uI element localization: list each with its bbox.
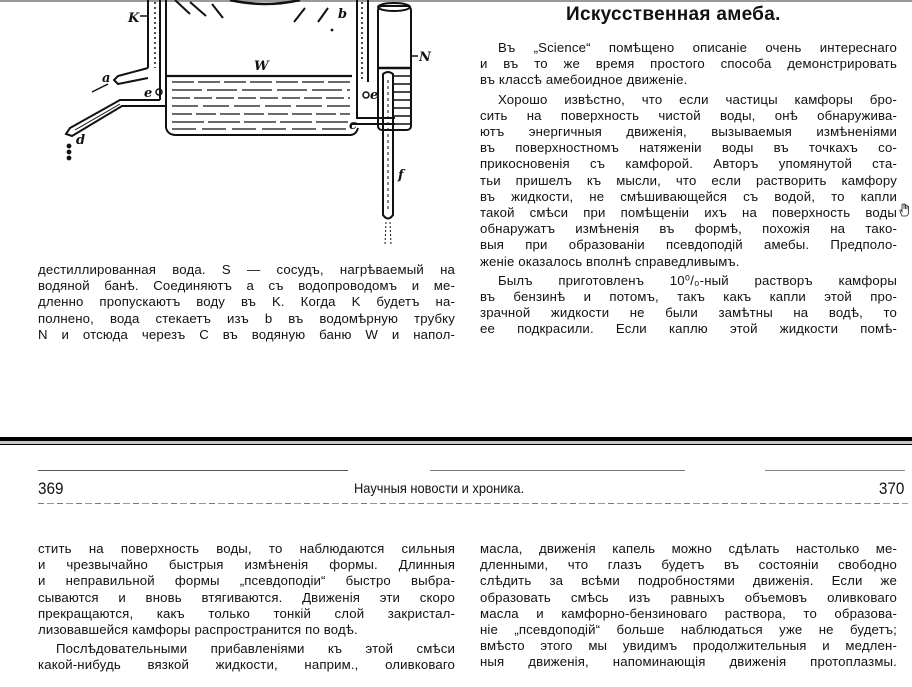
running-head bbox=[0, 468, 912, 508]
page-separator bbox=[0, 437, 912, 445]
text-line: выя при образованіи псевдоподій амебы. Предполо- bbox=[480, 237, 897, 253]
header-rule bbox=[765, 470, 905, 471]
text-line: ее подкрасили. Если каплю этой жидкости помѣ- bbox=[480, 321, 897, 337]
upper-left-column bbox=[38, 262, 455, 343]
text-line: прикосновенія съ камфорой. Авторъ упомянутой ста- bbox=[480, 156, 897, 172]
text-line: въ поверхностномъ натяженіи воды въ точкахъ со- bbox=[480, 140, 897, 156]
page-number-right: 370 bbox=[878, 479, 904, 498]
text-line: тьи пришелъ къ мысли, что если растворить камфору bbox=[480, 172, 897, 188]
figure-label-c: c bbox=[349, 118, 357, 133]
page-number-left: 369 bbox=[38, 479, 64, 498]
header-rule bbox=[38, 503, 908, 504]
apparatus-figure bbox=[0, 0, 470, 255]
figure-label-e-right: e bbox=[370, 88, 379, 103]
text-line: прекращаются, какъ только тонкій слой закристал- bbox=[38, 605, 455, 621]
figure-label-a: a bbox=[102, 71, 111, 86]
text-line: ніе „псевдоподій“ больше наблюдаться уже не будетъ; bbox=[480, 622, 897, 638]
text-line: въ жидкости, не смѣшивающейся съ водой, то капли bbox=[480, 188, 897, 204]
distillation-apparatus-drawing bbox=[0, 0, 470, 255]
text-line: ютъ энергичныя движенія, вызываемыя измѣненіями bbox=[480, 124, 897, 140]
text-line: Хорошо извѣстно, что если частицы камфоры бро- bbox=[498, 91, 897, 107]
text-line: слѣдить за всѣми подробностями движенія. Если же bbox=[480, 573, 897, 589]
text-line: женіе оказалось вполнѣ справедливымъ. bbox=[480, 253, 740, 269]
text-line: водяной банѣ. Соединяютъ a съ водопроводомъ и ме- bbox=[38, 278, 455, 294]
figure-label-f: f bbox=[398, 168, 404, 183]
text-line: полнено, вода стекаетъ изъ b въ водомѣрную трубку bbox=[38, 310, 455, 326]
header-rule bbox=[430, 470, 685, 471]
text-line: и неправильной формы „псевдоподіи“ быстро выбра- bbox=[38, 573, 455, 589]
text-line: лизовавшейся камфоры распространится по водѣ. bbox=[38, 622, 358, 638]
figure-label-n: N bbox=[419, 50, 431, 65]
text-line: ныя движенія, напоминающія движенія протоплазмы. bbox=[480, 654, 897, 670]
text-line: обнаружатъ измѣненія въ формѣ, похожія на тако- bbox=[480, 221, 897, 237]
text-line: стить на поверхность воды, то наблюдаются сильныя bbox=[38, 541, 455, 556]
text-line: сываются и вновь втягиваются. Движенія эти скоро bbox=[38, 589, 455, 605]
text-line: такой смѣси при помѣщеніи ихъ на поверхность воды bbox=[480, 205, 897, 221]
text-line: и чрезвычайно быстрыя измѣненія формы. Длинныя bbox=[38, 557, 455, 573]
header-rule bbox=[38, 470, 348, 471]
upper-right-column bbox=[480, 40, 897, 338]
article-title: Искусственная амеба. bbox=[566, 4, 781, 25]
text-line: дленными, что глазъ будетъ въ состояніи свободно bbox=[480, 557, 897, 573]
text-line: Въ „Science“ помѣщено описаніе очень интереснаго bbox=[498, 40, 897, 55]
text-line: образовать смѣсь изъ равныхъ объемовъ оливковаго bbox=[480, 589, 897, 605]
text-line: Былъ приготовленъ 10⁰/₀-ный растворъ камфоры bbox=[498, 272, 897, 288]
lower-right-column bbox=[480, 541, 897, 671]
text-line: N и отсюда черезъ C въ водяную баню W и напол- bbox=[38, 326, 455, 342]
figure-label-e-left: e bbox=[144, 86, 153, 101]
figure-label-b: b bbox=[338, 7, 348, 22]
text-line: масла и камфорно-бензиноваго раствора, то образова- bbox=[480, 605, 897, 621]
figure-label-w: W bbox=[254, 59, 269, 74]
text-line: дестиллированная вода. S — сосудъ, нагрѣваемый на bbox=[38, 262, 455, 277]
lower-left-column bbox=[38, 541, 455, 674]
text-line: дленно пропускаютъ воду въ K. Когда K будетъ на- bbox=[38, 294, 455, 310]
text-line: и въ то же время простого способа демонстрировать bbox=[480, 56, 897, 72]
text-line: вмѣсто этого мы увидимъ продолжительныя и медлен- bbox=[480, 638, 897, 654]
text-line: зрачной жидкости не были замѣтны на водѣ, то bbox=[480, 305, 897, 321]
text-line: масла, движенія капель можно сдѣлать настолько ме- bbox=[480, 541, 897, 556]
hand-pointer-icon bbox=[899, 203, 911, 217]
text-line: Послѣдовательными прибавленіями къ этой смѣси bbox=[56, 641, 455, 657]
text-line: въ бензинѣ и потомъ, такъ какъ капли этой про- bbox=[480, 289, 897, 305]
text-line: сить на поверхность чистой воды, онѣ обнаружива- bbox=[480, 107, 897, 123]
text-line: какой-нибудь вязкой жидкости, наприм., оливковаго bbox=[38, 657, 455, 673]
journal-section-title: Научныя новости и хроника. bbox=[354, 480, 525, 496]
figure-label-d: d bbox=[76, 133, 86, 148]
figure-label-k: K bbox=[128, 11, 140, 26]
text-line: въ классѣ амебоидное движеніе. bbox=[480, 72, 688, 88]
